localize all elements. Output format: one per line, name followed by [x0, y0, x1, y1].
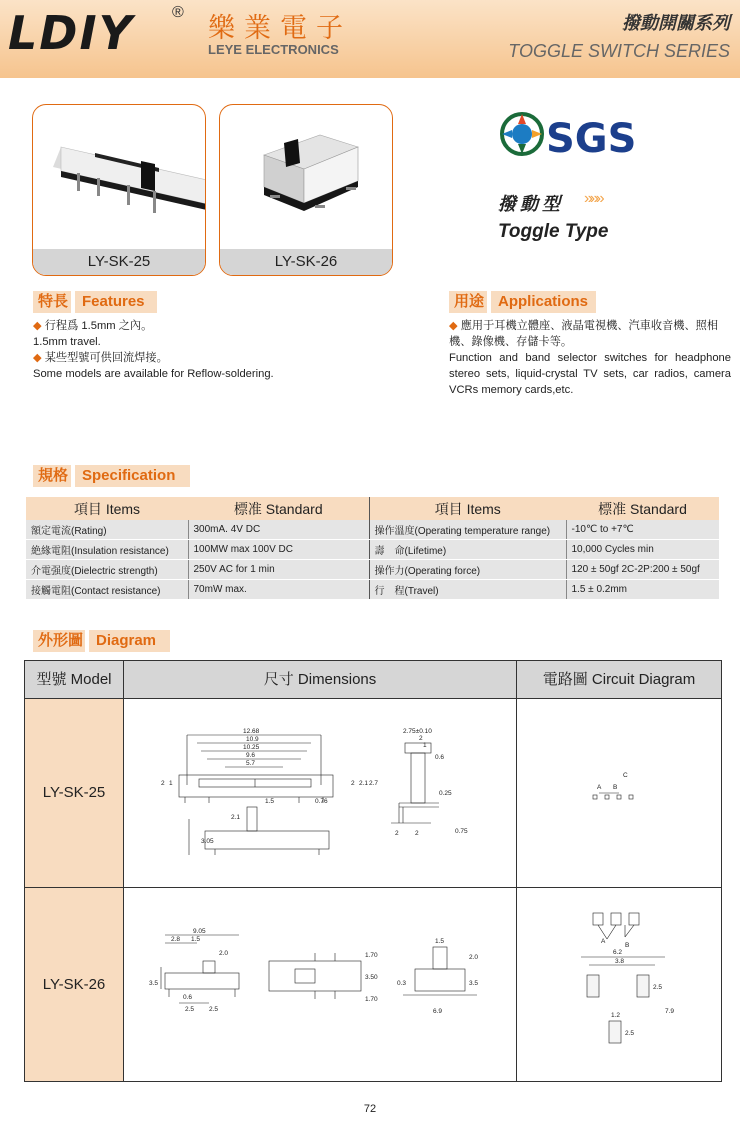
- chevrons-icon: »»»: [584, 190, 602, 207]
- dim-label: 9.6: [246, 752, 256, 759]
- spec-item: 接觸電阻(Contact resistance): [26, 580, 188, 600]
- table-row: [26, 520, 719, 540]
- dim-label: 2.75±0.10: [403, 728, 432, 735]
- sk25-circuit-diagram: [585, 769, 655, 809]
- diamond-bullet-icon: ◆: [449, 320, 458, 332]
- table-row: [26, 540, 719, 560]
- spec-item: 操作溫度(Operating temperature range): [369, 520, 566, 540]
- diamond-bullet-icon: ◆: [33, 352, 42, 364]
- spec-col-standard-2: 標准 Standard: [566, 497, 719, 520]
- dim-label: 1.5: [191, 936, 201, 943]
- features-list: [33, 318, 353, 382]
- switch-sk26-image: [220, 105, 392, 249]
- page-number: 72: [363, 1103, 377, 1115]
- specification-heading: [33, 465, 190, 487]
- product-photo-sk25: [32, 104, 206, 276]
- dim-label: 1.70: [365, 996, 378, 1003]
- dim-label: 2: [351, 780, 355, 787]
- diagram-title-cn: 外形圖: [38, 632, 84, 649]
- feature-item-en: Some models are available for Reflow-soldering.: [33, 368, 274, 380]
- dim-label: 10.9: [246, 736, 259, 743]
- dim-label: 0.76: [315, 798, 328, 805]
- circuit-label: A: [601, 938, 606, 945]
- spec-value: 10,000 Cycles min: [566, 540, 719, 560]
- spec-item: 絶緣電阻(Insulation resistance): [26, 540, 188, 560]
- dim-label: 3.50: [365, 974, 378, 981]
- spec-value: 300mA. 4V DC: [188, 520, 369, 540]
- dim-label: 1.5: [435, 938, 445, 945]
- model-sk26: LY-SK-26: [25, 888, 123, 1081]
- spec-col-items: 項目 Items: [26, 497, 188, 520]
- dim-label: 6.2: [613, 949, 623, 956]
- diagram-heading: [33, 630, 170, 652]
- dim-label: 2.1: [231, 814, 241, 821]
- applications-heading: [449, 291, 596, 313]
- applications-text: [449, 318, 731, 398]
- dim-label: 0.3: [397, 980, 407, 987]
- spec-value: 250V AC for 1 min: [188, 560, 369, 580]
- dim-label: 1.70: [365, 952, 378, 959]
- dim-label: 10.25: [243, 744, 260, 751]
- col-dimensions: 尺寸 Dimensions: [263, 671, 377, 688]
- diagram-header-row: [25, 661, 721, 699]
- dim-label: 0.75: [455, 828, 468, 835]
- spec-value: 100MW max 100V DC: [188, 540, 369, 560]
- sk26-dimension-drawing: [149, 927, 509, 1047]
- product-photo-sk26: [219, 104, 393, 276]
- dim-label: 2: [415, 830, 419, 837]
- dim-label: 0.6: [183, 994, 193, 1001]
- dim-label: 2: [161, 780, 165, 787]
- toggle-type-cn: 撥動型: [498, 194, 564, 214]
- dim-label: 2.5: [653, 984, 663, 991]
- dim-label: 9.05: [193, 928, 206, 935]
- dim-label: 2.0: [469, 954, 479, 961]
- dim-label: 2.0: [219, 950, 229, 957]
- feature-item-en: 1.5mm travel.: [33, 336, 101, 348]
- dim-label: 1.5: [265, 798, 275, 805]
- col-circuit: 電路圖 Circuit Diagram: [542, 671, 696, 688]
- dim-label: 2.5: [625, 1030, 635, 1037]
- dim-label: 12.68: [243, 728, 260, 735]
- dim-label: 0.25: [439, 790, 452, 797]
- features-heading: [33, 291, 157, 313]
- spec-value: -10℃ to +7℃: [566, 520, 719, 540]
- applications-cn: ◆ 應用于耳機立體座、液晶電視機、汽車收音機、照相機、錄像機、存儲卡等。: [449, 320, 719, 348]
- diagram-table: [24, 660, 722, 1082]
- applications-title-en: Applications: [498, 293, 589, 310]
- brand-name-en: LEYE ELECTRONICS: [208, 42, 339, 57]
- dim-label: 2.5: [185, 1006, 195, 1013]
- features-title-cn: 特長: [38, 293, 69, 310]
- dim-label: 2.1: [359, 780, 369, 787]
- dim-label: 0.6: [435, 754, 445, 761]
- dim-label: 1: [169, 780, 173, 787]
- sk26-circuit-diagram: [579, 909, 689, 1051]
- col-model: 型號 Model: [36, 671, 112, 688]
- dim-label: 1: [423, 742, 427, 749]
- spec-col-items-2: 項目 Items: [369, 497, 566, 520]
- spec-item: 額定電流(Rating): [26, 520, 188, 540]
- spec-value: 70mW max.: [188, 580, 369, 600]
- features-title-en: Features: [82, 293, 145, 310]
- dim-label: 7.9: [665, 1008, 675, 1015]
- table-row: [26, 580, 719, 600]
- product-label-sk25: LY-SK-25: [33, 249, 205, 275]
- spec-item: 操作力(Operating force): [369, 560, 566, 580]
- applications-title-cn: 用途: [454, 293, 485, 310]
- diamond-bullet-icon: ◆: [33, 320, 42, 332]
- sgs-logo: [498, 110, 678, 162]
- dim-label: 1.2: [611, 1012, 621, 1019]
- dim-label: 2: [395, 830, 399, 837]
- page-header: [0, 0, 740, 78]
- circuit-label: B: [625, 942, 630, 949]
- brand-name-cn: 樂業電子: [208, 13, 352, 44]
- model-sk25: LY-SK-25: [25, 699, 123, 887]
- dim-label: 2.8: [171, 936, 181, 943]
- dim-label: 3.5: [149, 980, 159, 987]
- dim-label: 2.7: [369, 780, 379, 787]
- product-label-sk26: LY-SK-26: [220, 249, 392, 275]
- spec-title-en: Specification: [82, 467, 176, 484]
- circuit-label: C: [623, 772, 628, 779]
- diagram-title-en: Diagram: [96, 632, 157, 649]
- dim-label: 2: [419, 735, 423, 742]
- spec-item: 行 程(Travel): [369, 580, 566, 600]
- dim-label: 6.9: [433, 1008, 443, 1015]
- spec-item: 壽 命(Lifetime): [369, 540, 566, 560]
- table-row: [26, 560, 719, 580]
- applications-en: Function and band selector switches for headphone stereo sets, liquid-crystal TV sets, car radios, camera VCRs memory cards,etc.: [449, 352, 731, 396]
- specification-table: [26, 497, 719, 600]
- sk25-dimension-drawing: [155, 723, 495, 883]
- switch-sk25-image: [33, 105, 205, 249]
- brand-logo: LDIY: [8, 6, 134, 60]
- registered-mark: ®: [172, 4, 184, 21]
- spec-item: 介電强度(Dielectric strength): [26, 560, 188, 580]
- dim-label: 5.7: [246, 760, 256, 767]
- series-title-cn: 撥動開關系列: [622, 13, 730, 33]
- sgs-logo-text: SGS: [546, 116, 637, 162]
- dim-label: 3.8: [615, 958, 625, 965]
- dim-label: 2.5: [209, 1006, 219, 1013]
- feature-item: ◆ 某些型號可供回流焊接。: [33, 352, 168, 364]
- spec-header-row: [26, 497, 719, 520]
- spec-value: 120 ± 50gf 2C-2P:200 ± 50gf: [566, 560, 719, 580]
- toggle-type-en: Toggle Type: [498, 221, 609, 242]
- spec-value: 1.5 ± 0.2mm: [566, 580, 719, 600]
- dim-label: 3.5: [469, 980, 479, 987]
- dim-label: 3.05: [201, 838, 214, 845]
- circuit-label: B: [613, 784, 618, 791]
- feature-item: ◆ 行程爲 1.5mm 之內。: [33, 320, 153, 332]
- spec-col-standard: 標准 Standard: [188, 497, 369, 520]
- circuit-label: A: [597, 784, 602, 791]
- spec-title-cn: 規格: [38, 467, 69, 484]
- series-title-en: TOGGLE SWITCH SERIES: [508, 41, 730, 61]
